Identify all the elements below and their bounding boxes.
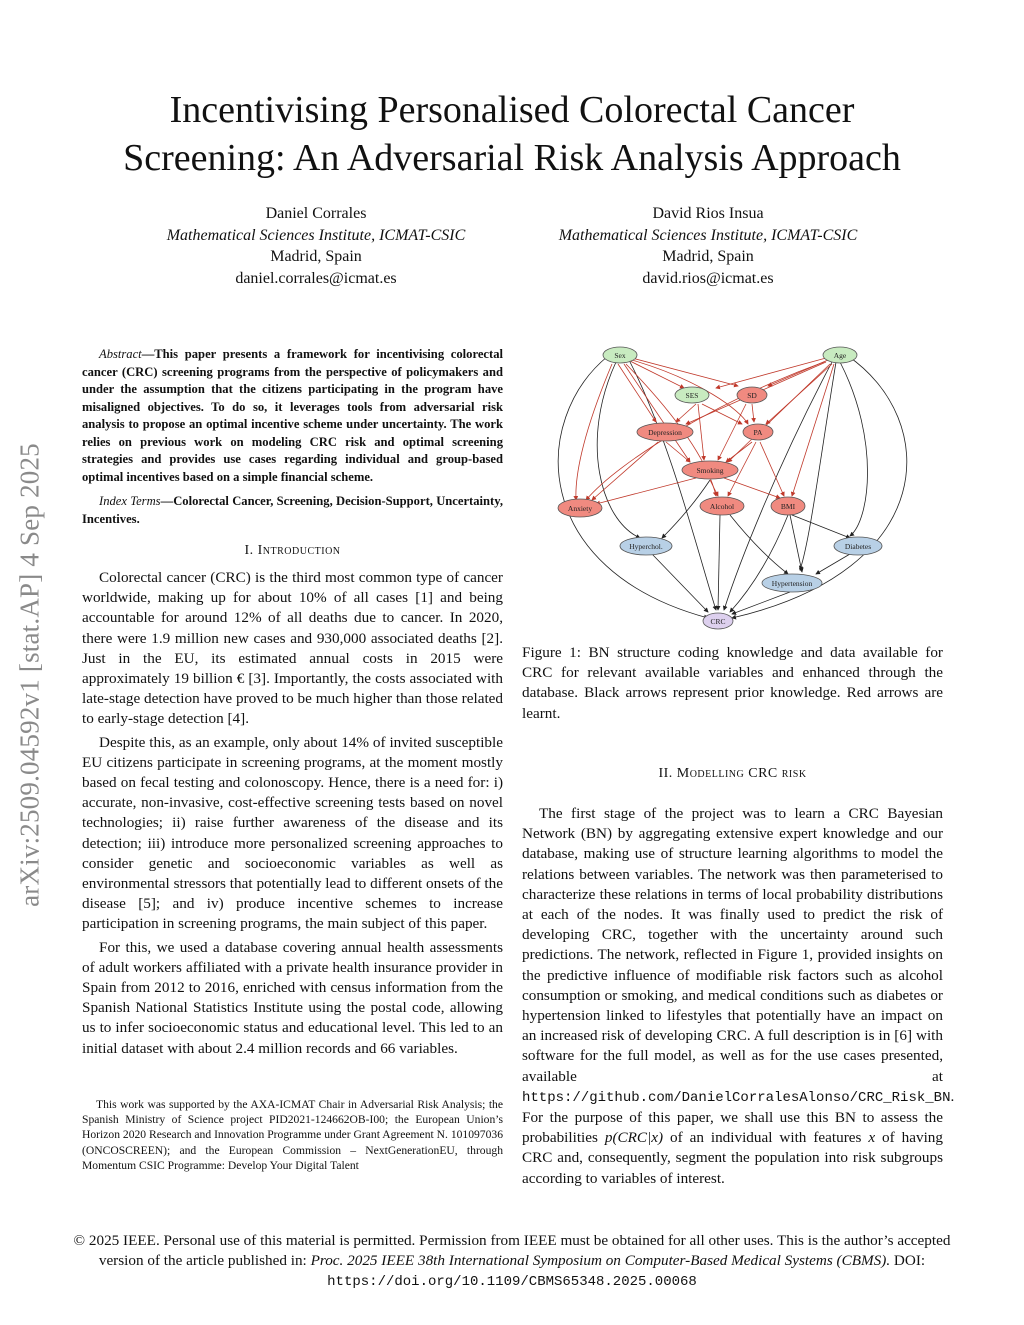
copyright-notice xyxy=(62,1231,962,1292)
edge-age-bmi xyxy=(792,364,834,496)
arxiv-stamp xyxy=(10,375,50,975)
edge-age-diabetes xyxy=(840,362,868,536)
text-segment: of having CRC and, consequently, segment the population into risk subgroups according to variables of interest. xyxy=(522,1129,943,1187)
paragraph: Despite this, as an example, only about 14% of invited susceptible EU citizens participate in screening programs, at the moment mostly based on fecal testing and colonoscopy. Hence, there is a need for: i) accurate, non-invasive, cost-effective screening tests based on novel technologies; ii) raise further awareness of the disease and its detection; iii) introduce more personalized screening approaches to consider genetic and socioeconomic variables as well as environmental stressors that potentially lead to different onsets of the disease [5]; and iv) produce incentive schemes to increase participation in screening programs, the main subject of this paper. xyxy=(82,733,503,933)
footnote xyxy=(82,1097,503,1173)
abstract-text: —This paper presents a framework for incentivising colorectal cancer (CRC) screening programs from the perspective of policymakers and under the assumption that the citizens participating in the program have misaligned objectives. To do so, it leverages tools from adversarial risk analysis to propose an optimal incentive scheme under uncertainty. The work relies on previous work on modeling CRC risk and optimal screening strategies and provides use cases regarding individual and group-based optimal incentives based on a simple financial scheme. xyxy=(82,347,503,484)
edge-alcohol-hypertension xyxy=(730,515,788,574)
label-anxiety: Anxiety xyxy=(567,504,593,513)
author-email[interactable]: david.rios@icmat.es xyxy=(642,269,774,287)
title-line-1: Incentivising Personalised Colorectal Cancer xyxy=(169,89,855,131)
label-depression: Depression xyxy=(648,428,682,437)
author-block-1 xyxy=(136,203,496,289)
label-bmi: BMI xyxy=(780,502,796,511)
edge-hypertension-crc xyxy=(732,592,790,614)
edge-alcohol-crc xyxy=(718,515,720,610)
index-terms xyxy=(82,493,503,528)
edge-depression-anxiety xyxy=(592,442,658,500)
edge-diabetes-hypertension xyxy=(816,554,850,574)
author-name: David Rios Insua xyxy=(652,205,764,222)
author-location: Madrid, Spain xyxy=(270,248,362,265)
doi-label: DOI: xyxy=(890,1252,926,1269)
edge-sex-depression xyxy=(618,364,656,422)
formula-p-crc-x: p(CRC|x) xyxy=(604,1129,664,1147)
venue: Proc. 2025 IEEE 38th International Symposium on Computer-Based Medical Systems (CBMS). xyxy=(310,1252,891,1269)
label-ses: SES xyxy=(685,391,699,400)
label-sd: SD xyxy=(747,391,757,400)
label-diabetes: Diabetes xyxy=(844,542,872,551)
edge-age-hypertension xyxy=(800,362,836,570)
author-email[interactable]: daniel.corrales@icmat.es xyxy=(235,269,397,287)
edge-sex-smoking xyxy=(624,364,690,462)
paragraph: Colorectal cancer (CRC) is the third most common type of cancer worldwide, making up for about 10% of all cases [1] and being accountable for around 12% of all deaths due to cancer. In 2020, there were 1.9 million new cases and 930,000 associated deaths [2]. Just in the EU, its estimated annual costs in 2015 were approximately 19 billion € [3]. Importantly, the costs associated with late-stage detection have proved to be much higher than those related to early-stage detection [4]. xyxy=(82,569,503,728)
copyright-text: © 2025 IEEE. Personal use of this material is permitted. Permission from IEEE must be obtained for all other uses. This is the author’s accepted version of the article published in: xyxy=(73,1232,951,1269)
label-sex: Sex xyxy=(614,351,626,360)
label-crc: CRC xyxy=(710,617,726,626)
author-affiliation: Mathematical Sciences Institute, ICMAT-CSIC xyxy=(558,226,858,244)
index-terms-text: —Colorectal Cancer, Screening, Decision-Support, Uncertainty, Incentives. xyxy=(82,494,503,526)
title-line-2: Screening: An Adversarial Risk Analysis Approach xyxy=(123,137,901,179)
section-heading-introduction: I. Introduction xyxy=(244,543,341,558)
edge-sex-sd xyxy=(632,358,738,386)
paragraph: For this, we used a database covering annual health assessments of adult workers affiliated with a private health insurance provider in Spain from 2012 to 2016, enriched with census information from the Spanish National Statistics Institute using the postal code, allowing us to infer socioeconomic status and educational level. This led to an initial dataset with about 2.4 million records and 66 variables. xyxy=(82,938,503,1057)
edge-sd-smoking xyxy=(718,404,746,460)
label-alcohol: Alcohol xyxy=(709,502,735,511)
text-segment: . For the purpose of this paper, we shall use this BN to assess the probabilities xyxy=(522,1087,955,1147)
index-terms-label: Index Terms xyxy=(99,494,161,508)
doi-link[interactable]: https://doi.org/10.1109/CBMS65348.2025.00068 xyxy=(327,1274,697,1290)
github-link[interactable]: https://github.com/DanielCorralesAlonso/CRC_Risk_BN xyxy=(522,1089,951,1106)
edge-ses-depression xyxy=(676,404,696,422)
edge-hyperchol-crc xyxy=(652,554,708,612)
edge-bmi-diabetes xyxy=(792,515,850,538)
author-block-2 xyxy=(528,203,888,289)
edge-sd-pa xyxy=(752,404,754,422)
edge-age-smoking xyxy=(728,364,830,462)
edge-pa-bmi xyxy=(760,442,784,496)
bn-figure xyxy=(520,340,950,635)
paragraph xyxy=(522,804,955,1189)
author-affiliation: Mathematical Sciences Institute, ICMAT-CSIC xyxy=(166,226,466,244)
label-hypertension: Hypertension xyxy=(771,579,813,588)
label-pa: PA xyxy=(753,428,763,437)
figure-caption: Figure 1: BN structure coding knowledge and data available for CRC for relevant available variables and enhanced through the database. Black arrows represent prior knowledge. Red arrows are learnt. xyxy=(522,644,943,722)
abstract xyxy=(82,346,503,486)
paper-title xyxy=(40,86,984,182)
footnote-text: This work was supported by the AXA-ICMAT Chair in Adversarial Risk Analysis; the Spanish Ministry of Science project PID2021-124662OB-I00; the European Union’s Horizon 2020 Research and Innovation Programme under Grant Agreement N. 101097036 (ONCOSCREEN); and the European Commission – NextGenerationEU, through Momentum CSIC Programme: Develop Your Digital Talent xyxy=(82,1098,503,1172)
section-heading-modelling: II. Modelling CRC risk xyxy=(658,766,807,781)
text-segment: of an individual with features xyxy=(663,1129,869,1147)
edge-bmi-crc xyxy=(730,515,788,612)
label-hyperchol: Hyperchol. xyxy=(629,542,663,551)
arxiv-id: arXiv:2509.04592v1 [stat.AP] 4 Sep 2025 xyxy=(14,443,45,907)
text-segment: The first stage of the project was to learn a CRC Bayesian Network (BN) by aggregating extensive expert knowledge and our database, making use of structure learning algorithms to model the relations between variables. The network was then parameterised to characterize these relations in terms of local probability distributions at each of the nodes. It was finally used to predict the risk of developing CRC, together with the uncertainty around such predictions. The network, reflected in Figure 1, provided insights on the predictive influence of modifiable risk factors such as alcohol consumption or smoking, and medical conditions such as diabetes or hypertension linked to lifestyles that potentially have an impact on an increased risk of developing CRC. A full description is in [6] with software for the full model, as well as for the use cases presented, available at xyxy=(522,805,943,1085)
edge-age-anxiety xyxy=(586,362,824,500)
edge-ses-smoking xyxy=(698,404,704,460)
abstract-label: Abstract xyxy=(99,347,142,361)
edge-smoking-alcohol xyxy=(710,480,718,496)
edge-pa-smoking xyxy=(726,442,752,462)
label-age: Age xyxy=(833,351,847,360)
label-smoking: Smoking xyxy=(696,466,724,475)
variable-x: x xyxy=(868,1129,876,1147)
introduction-body xyxy=(82,568,503,1062)
modelling-body xyxy=(522,804,955,1192)
edge-smoking-anxiety xyxy=(596,478,696,504)
edge-bmi-hypertension xyxy=(790,515,802,572)
author-location: Madrid, Spain xyxy=(662,248,754,265)
author-name: Daniel Corrales xyxy=(265,205,367,222)
